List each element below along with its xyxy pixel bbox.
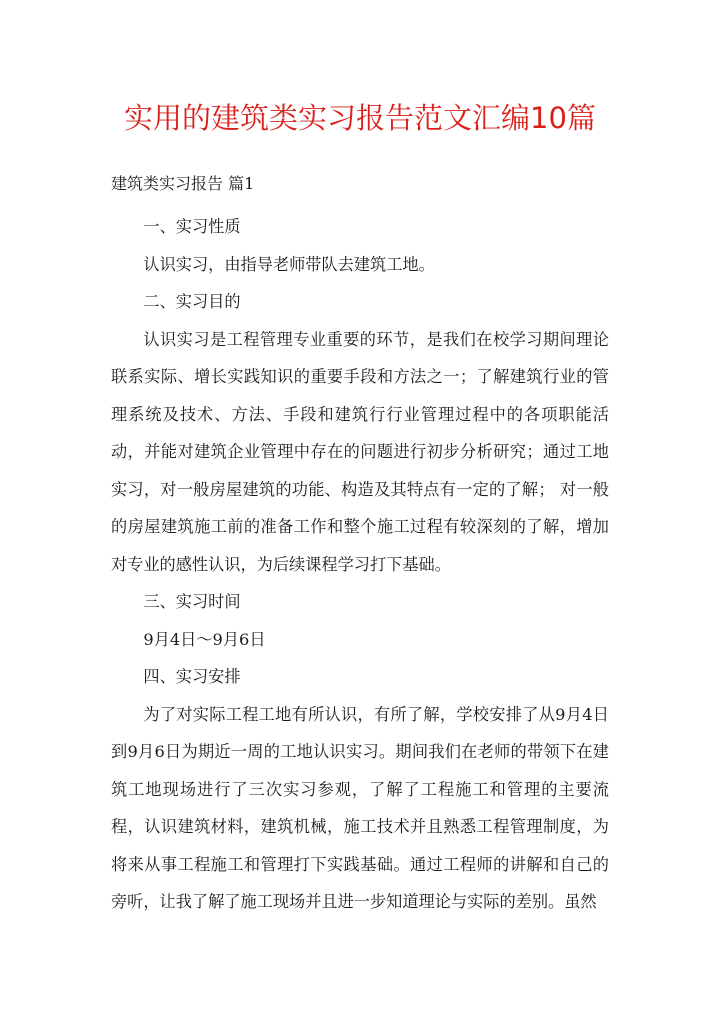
document-body [111, 208, 609, 921]
document-title: 实用的建筑类实习报告范文汇编10篇 [124, 101, 596, 135]
heading-internship-arrangement: 四、实习安排 [143, 667, 241, 686]
paragraph-internship-purpose: 认识实习是工程管理专业重要的环节，是我们在校学习期间理论联系实际、增长实践知识的重要手段和方法之一；了解建筑行业的管理系统及技术、方法、手段和建筑行行业管理过程中的各项职能活动，并能对建筑企业管理中存在的问题进行初步分析研究；通过工地实习，对一般房屋建筑的功能、构造及其特点有一定的了解； 对一般的房屋建筑施工前的准备工作和整个施工过程有较深刻的了解，增加对专业的感性认识，为后续课程学习打下基础。 [111, 329, 609, 574]
paragraph-internship-nature: 认识实习，由指导老师带队去建筑工地。 [143, 254, 435, 274]
section-heading: 建筑类实习报告 篇1 [111, 174, 255, 193]
paragraph-internship-time: 9月4日～9月6日 [143, 629, 266, 649]
heading-internship-nature: 一、实习性质 [143, 217, 241, 236]
heading-internship-time: 三、实习时间 [143, 592, 241, 611]
heading-internship-purpose: 二、实习目的 [143, 292, 241, 311]
paragraph-internship-arrangement: 为了对实际工程工地有所认识，有所了解，学校安排了从9月4日到9月6日为期近一周的工地认识实习。期间我们在老师的带领下在建筑工地现场进行了三次实习参观，了解了工程施工和管理的主要流程，认识建筑材料，建筑机械，施工技术并且熟悉工程管理制度，为将来从事工程施工和管理打下实践基础。通过工程师的讲解和自己的旁听，让我了解了施工现场并且进一步知道理论与实际的差别。虽然 [111, 704, 609, 911]
